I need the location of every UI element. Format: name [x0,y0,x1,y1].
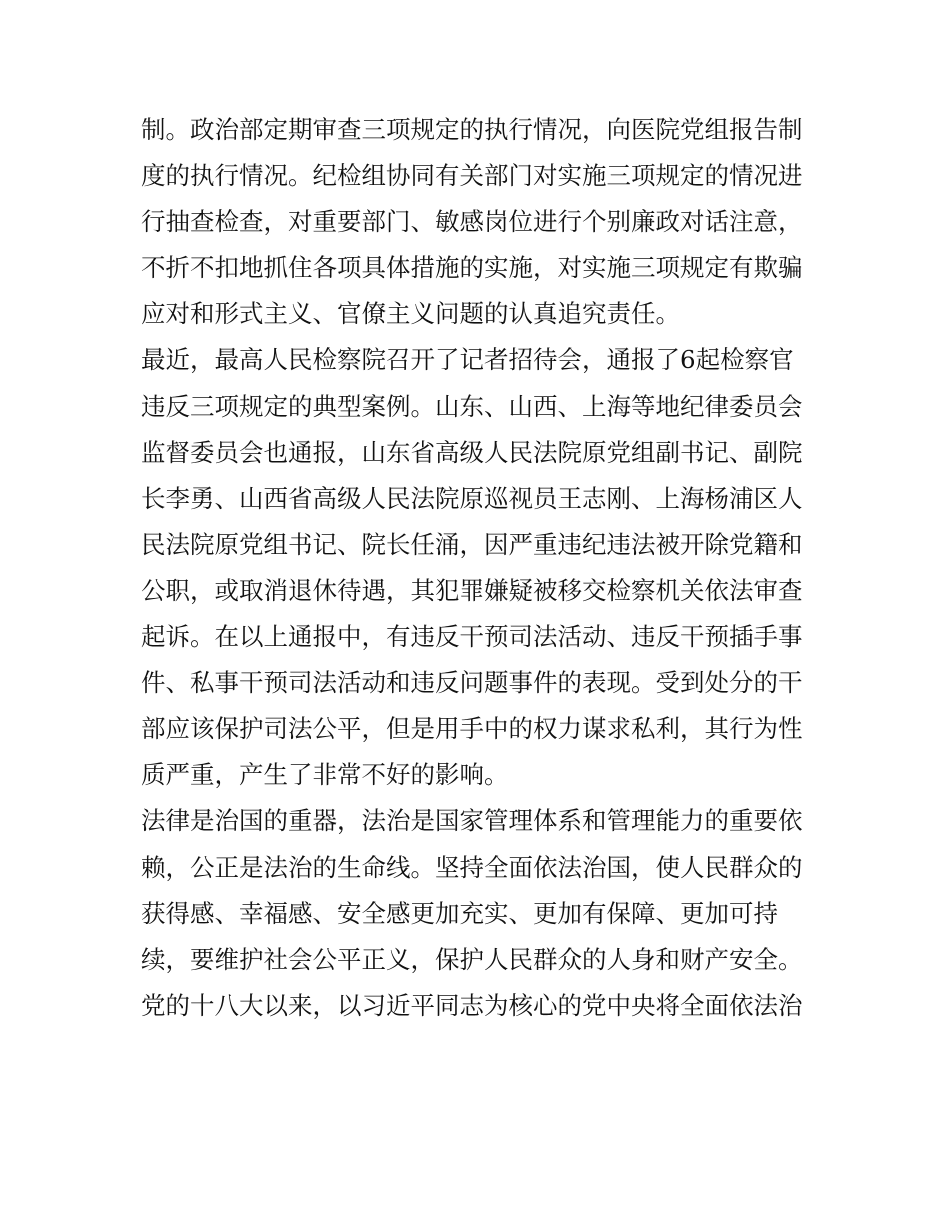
text-line: 公职，或取消退休待遇，其犯罪嫌疑被移交检察机关依法审查 [141,575,803,605]
text-line: 获得感、幸福感、安全感更加充实、更加有保障、更加可持 [141,898,778,928]
text-line: 起诉。在以上通报中，有违反干预司法活动、违反干预插手事 [141,622,803,652]
text-line: 最近，最高人民检察院召开了记者招待会，通报了6起检察官 [141,345,794,375]
text-line: 度的执行情况。纪检组协同有关部门对实施三项规定的情况进 [141,161,803,191]
text-line: 不折不扣地抓住各项具体措施的实施，对实施三项规定有欺骗 [141,253,803,283]
text-line: 应对和形式主义、官僚主义问题的认真追究责任。 [141,299,680,329]
body-text [141,107,821,1029]
text-line: 赖，公正是法治的生命线。坚持全面依法治国，使人民群众的 [141,852,803,882]
text-line: 民法院原党组书记、院长任涌，因严重违纪违法被开除党籍和 [141,529,803,559]
text-line: 党的十八大以来，以习近平同志为核心的党中央将全面依法治 [141,990,803,1020]
text-line: 违反三项规定的典型案例。山东、山西、上海等地纪律委员会 [141,391,803,421]
text-line: 制。政治部定期审查三项规定的执行情况，向医院党组报告制 [141,115,803,144]
text-line: 法律是治国的重器，法治是国家管理体系和管理能力的重要依 [141,806,803,836]
text-line: 监督委员会也通报，山东省高级人民法院原党组副书记、副院 [141,437,803,467]
text-line: 件、私事干预司法活动和违反问题事件的表现。受到处分的干 [141,668,803,698]
text-line: 续，要维护社会公平正义，保护人民群众的人身和财产安全。 [141,944,803,974]
text-line: 部应该保护司法公平，但是用手中的权力谋求私利，其行为性 [141,714,803,744]
text-line: 长李勇、山西省高级人民法院原巡视员王志刚、上海杨浦区人 [141,483,803,513]
text-line: 质严重，产生了非常不好的影响。 [141,760,509,790]
text-line: 行抽查检查，对重要部门、敏感岗位进行个别廉政对话注意， [141,207,803,237]
